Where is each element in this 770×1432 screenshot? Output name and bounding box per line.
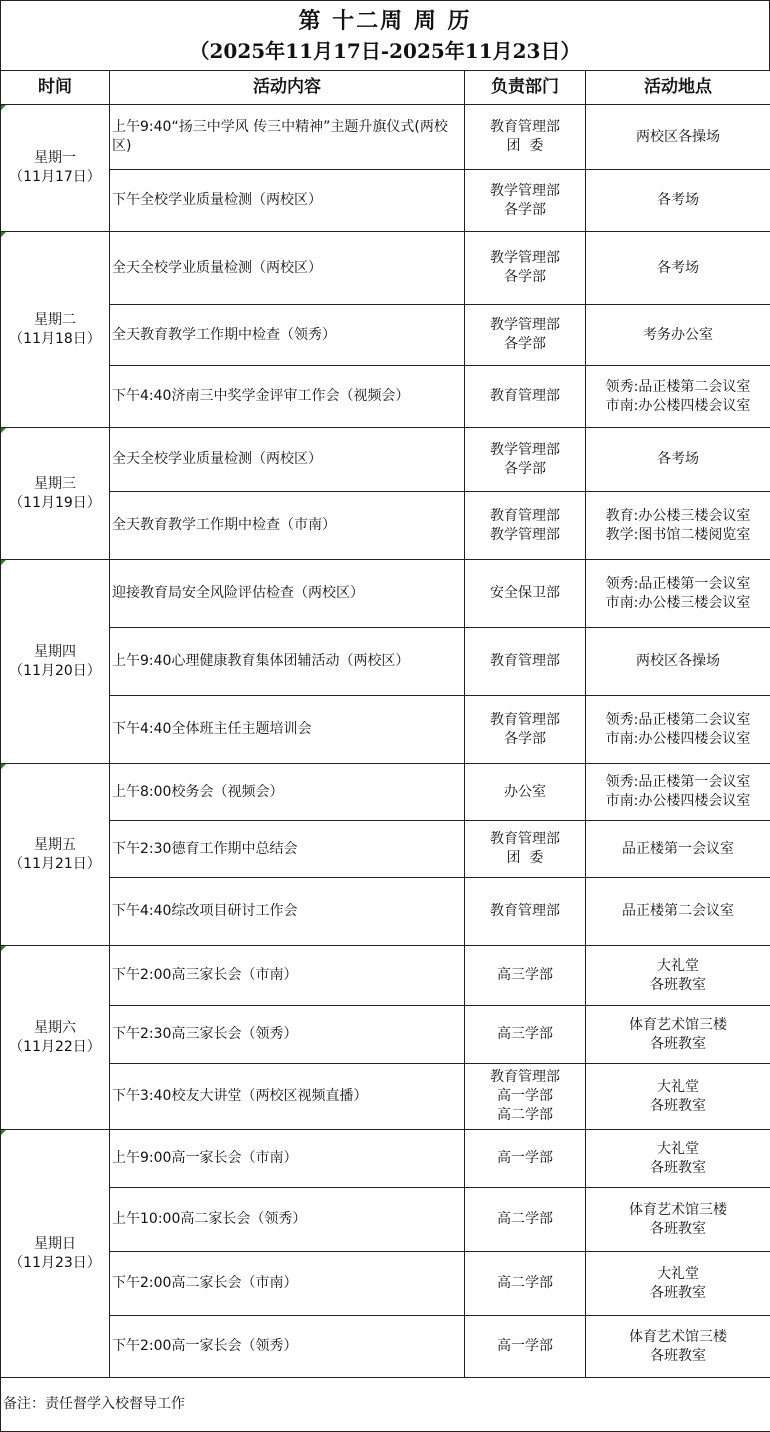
- activity-cell: 下午2:30高三家长会（领秀）: [110, 1006, 465, 1064]
- location-cell: 教育:办公楼三楼会议室 教学:图书馆二楼阅览室: [586, 492, 770, 560]
- table-row: [1, 1130, 770, 1188]
- department-cell: 办公室: [465, 764, 586, 821]
- activity-cell: 下午4:40综改项目研讨工作会: [110, 878, 465, 946]
- table-row: [1, 1252, 770, 1316]
- department-cell: 教学管理部 各学部: [465, 428, 586, 492]
- table-row: [1, 105, 770, 170]
- location-cell: 领秀:品正楼第一会议室 市南:办公楼三楼会议室: [586, 560, 770, 628]
- activity-cell: 上午9:40心理健康教育集体团辅活动（两校区）: [110, 628, 465, 696]
- location-cell: 体育艺术馆三楼 各班教室: [586, 1006, 770, 1064]
- day-date: （11月19日）: [1, 494, 109, 513]
- activity-cell: 迎接教育局安全风险评估检查（两校区）: [110, 560, 465, 628]
- department-cell: 教育管理部: [465, 878, 586, 946]
- table-row: [1, 492, 770, 560]
- department-cell: 高二学部: [465, 1252, 586, 1316]
- header-department: 负责部门: [465, 71, 586, 105]
- day-cell-sunday: [1, 1130, 110, 1378]
- activity-cell: 全天全校学业质量检测（两校区）: [110, 428, 465, 492]
- activity-cell: 上午10:00高二家长会（领秀）: [110, 1188, 465, 1252]
- department-cell: 高三学部: [465, 946, 586, 1006]
- table-row: [1, 764, 770, 821]
- location-cell: 各考场: [586, 428, 770, 492]
- location-cell: 两校区各操场: [586, 628, 770, 696]
- activity-cell: 下午3:40校友大讲堂（两校区视频直播）: [110, 1064, 465, 1130]
- day-name: 星期日: [1, 1235, 109, 1254]
- location-cell: 品正楼第一会议室: [586, 821, 770, 878]
- day-cell-wednesday: [1, 428, 110, 560]
- department-cell: 教育管理部 各学部: [465, 696, 586, 764]
- note-row: [1, 1378, 770, 1432]
- location-cell: 大礼堂 各班教室: [586, 946, 770, 1006]
- location-cell: 两校区各操场: [586, 105, 770, 170]
- activity-cell: 全天教育教学工作期中检查（领秀）: [110, 305, 465, 366]
- day-cell-tuesday: [1, 232, 110, 428]
- activity-cell: 下午2:00高一家长会（领秀）: [110, 1316, 465, 1378]
- table-row: [1, 1006, 770, 1064]
- activity-cell: 上午8:00校务会（视频会）: [110, 764, 465, 821]
- department-cell: 教育管理部 教学管理部: [465, 492, 586, 560]
- location-cell: 各考场: [586, 232, 770, 305]
- table-row: [1, 628, 770, 696]
- activity-cell: 全天全校学业质量检测（两校区）: [110, 232, 465, 305]
- day-name: 星期五: [1, 836, 109, 855]
- header-location: 活动地点: [586, 71, 770, 105]
- location-cell: 领秀:品正楼第二会议室 市南:办公楼四楼会议室: [586, 366, 770, 428]
- department-cell: 安全保卫部: [465, 560, 586, 628]
- department-cell: 教育管理部 团 委: [465, 105, 586, 170]
- activity-cell: 下午全校学业质量检测（两校区）: [110, 170, 465, 232]
- table-row: [1, 366, 770, 428]
- table-row: [1, 560, 770, 628]
- activity-cell: 上午9:40“扬三中学风 传三中精神”主题升旗仪式(两校区): [110, 105, 465, 170]
- table-row: [1, 170, 770, 232]
- department-cell: 高三学部: [465, 1006, 586, 1064]
- location-cell: 品正楼第二会议室: [586, 878, 770, 946]
- day-date: （11月23日）: [1, 1254, 109, 1273]
- header-activity: 活动内容: [110, 71, 465, 105]
- day-name: 星期一: [1, 149, 109, 168]
- department-cell: 教学管理部 各学部: [465, 232, 586, 305]
- department-cell: 教学管理部 各学部: [465, 170, 586, 232]
- location-cell: 体育艺术馆三楼 各班教室: [586, 1188, 770, 1252]
- location-cell: 各考场: [586, 170, 770, 232]
- activity-cell: 下午2:30德育工作期中总结会: [110, 821, 465, 878]
- note-text: 备注：责任督学入校督导工作: [1, 1378, 770, 1432]
- department-cell: 高二学部: [465, 1188, 586, 1252]
- activity-cell: 下午2:00高二家长会（市南）: [110, 1252, 465, 1316]
- header-time: 时间: [1, 71, 110, 105]
- title-block: [0, 0, 770, 70]
- activity-cell: 上午9:00高一家长会（市南）: [110, 1130, 465, 1188]
- day-date: （11月22日）: [1, 1038, 109, 1057]
- activity-cell: 下午2:00高三家长会（市南）: [110, 946, 465, 1006]
- department-cell: 高一学部: [465, 1130, 586, 1188]
- day-cell-monday: [1, 105, 110, 232]
- department-cell: 教育管理部: [465, 366, 586, 428]
- day-date: （11月21日）: [1, 855, 109, 874]
- day-cell-friday: [1, 764, 110, 946]
- table-row: [1, 696, 770, 764]
- table-row: [1, 428, 770, 492]
- day-date: （11月17日）: [1, 168, 109, 187]
- department-cell: 高一学部: [465, 1316, 586, 1378]
- table-row: [1, 946, 770, 1006]
- activity-cell: 下午4:40济南三中奖学金评审工作会（视频会）: [110, 366, 465, 428]
- day-date: （11月20日）: [1, 662, 109, 681]
- table-row: [1, 878, 770, 946]
- department-cell: 教学管理部 各学部: [465, 305, 586, 366]
- location-cell: 领秀:品正楼第一会议室 市南:办公楼四楼会议室: [586, 764, 770, 821]
- location-cell: 领秀:品正楼第二会议室 市南:办公楼四楼会议室: [586, 696, 770, 764]
- table-row: [1, 305, 770, 366]
- page-title: 第 十二周 周 历: [1, 1, 769, 33]
- department-cell: 教育管理部: [465, 628, 586, 696]
- table-row: [1, 821, 770, 878]
- department-cell: 教育管理部 团 委: [465, 821, 586, 878]
- day-date: （11月18日）: [1, 330, 109, 349]
- table-row: [1, 1064, 770, 1130]
- day-name: 星期六: [1, 1019, 109, 1038]
- page-subtitle: （2025年11月17日-2025年11月23日）: [1, 39, 769, 63]
- department-cell: 教育管理部 高一学部 高二学部: [465, 1064, 586, 1130]
- location-cell: 体育艺术馆三楼 各班教室: [586, 1316, 770, 1378]
- location-cell: 大礼堂 各班教室: [586, 1130, 770, 1188]
- location-cell: 大礼堂 各班教室: [586, 1064, 770, 1130]
- day-name: 星期三: [1, 475, 109, 494]
- day-cell-thursday: [1, 560, 110, 764]
- day-name: 星期二: [1, 311, 109, 330]
- activity-cell: 下午4:40全体班主任主题培训会: [110, 696, 465, 764]
- table-row: [1, 232, 770, 305]
- schedule-table: [0, 70, 770, 1432]
- location-cell: 考务办公室: [586, 305, 770, 366]
- activity-cell: 全天教育教学工作期中检查（市南）: [110, 492, 465, 560]
- header-row: [1, 71, 770, 105]
- table-row: [1, 1316, 770, 1378]
- location-cell: 大礼堂 各班教室: [586, 1252, 770, 1316]
- day-cell-saturday: [1, 946, 110, 1130]
- day-name: 星期四: [1, 643, 109, 662]
- table-row: [1, 1188, 770, 1252]
